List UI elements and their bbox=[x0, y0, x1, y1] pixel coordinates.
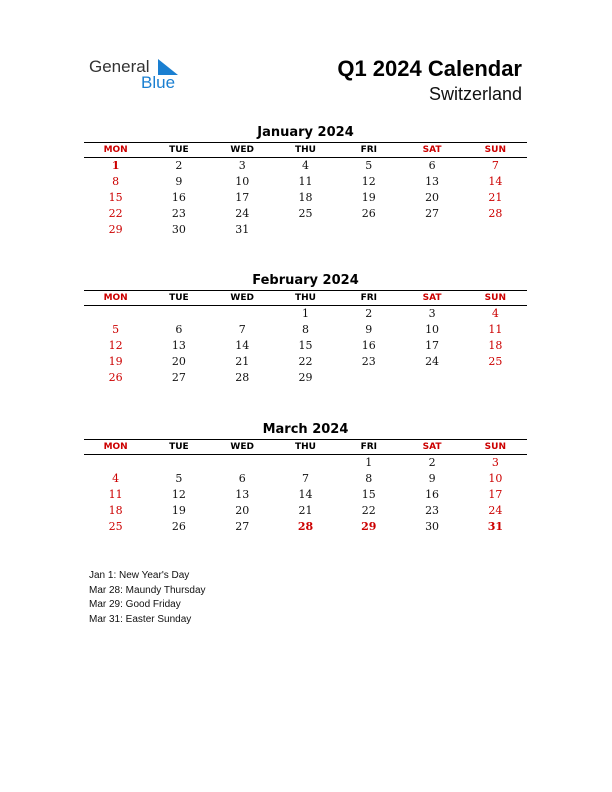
weekday-label: TUE bbox=[169, 145, 189, 155]
weekday-label: SAT bbox=[422, 442, 442, 452]
day-cell: 24 bbox=[235, 207, 250, 220]
day-cell: 5 bbox=[112, 323, 120, 336]
day-cell: 2 bbox=[365, 307, 373, 320]
day-cell: 1 bbox=[301, 307, 309, 320]
weekday-header bbox=[84, 439, 527, 455]
day-cell: 23 bbox=[361, 355, 376, 368]
month-title: March 2024 bbox=[262, 422, 349, 437]
day-cell: 13 bbox=[171, 339, 186, 352]
weekday-label: MON bbox=[103, 293, 128, 303]
day-cell: 14 bbox=[488, 175, 503, 188]
day-cell: 20 bbox=[171, 355, 186, 368]
day-cell: 11 bbox=[488, 323, 503, 336]
empty-day-cell bbox=[84, 455, 147, 471]
day-cell: 13 bbox=[425, 175, 440, 188]
weekday-label: FRI bbox=[360, 442, 377, 452]
weekday-label: THU bbox=[295, 145, 316, 155]
empty-day-cell bbox=[147, 306, 210, 322]
day-cell: 31 bbox=[487, 520, 503, 533]
day-cell: 8 bbox=[365, 472, 373, 485]
day-cell: 29 bbox=[108, 223, 123, 236]
day-cell: 7 bbox=[301, 472, 309, 485]
day-cell: 26 bbox=[171, 520, 186, 533]
day-cell: 25 bbox=[108, 520, 123, 533]
day-cell: 24 bbox=[425, 355, 440, 368]
day-cell: 30 bbox=[171, 223, 186, 236]
month-calendar bbox=[84, 124, 527, 238]
day-cell: 27 bbox=[425, 207, 440, 220]
day-cell: 21 bbox=[298, 504, 313, 517]
day-cell: 16 bbox=[361, 339, 376, 352]
day-cell: 5 bbox=[365, 159, 373, 172]
day-grid bbox=[84, 455, 527, 535]
day-cell: 4 bbox=[301, 159, 309, 172]
day-cell: 19 bbox=[171, 504, 186, 517]
day-cell: 8 bbox=[112, 175, 120, 188]
day-cell: 3 bbox=[491, 456, 499, 469]
empty-day-cell bbox=[211, 455, 274, 471]
day-cell: 12 bbox=[171, 488, 186, 501]
logo-blue-text: Blue bbox=[141, 73, 176, 92]
day-cell: 4 bbox=[112, 472, 120, 485]
weekday-label: MON bbox=[103, 145, 128, 155]
day-cell: 9 bbox=[175, 175, 183, 188]
day-cell: 28 bbox=[488, 207, 503, 220]
weekday-label: FRI bbox=[360, 293, 377, 303]
weekday-label: WED bbox=[230, 293, 254, 303]
day-cell: 13 bbox=[235, 488, 250, 501]
day-cell: 25 bbox=[298, 207, 313, 220]
holiday-note: Mar 28: Maundy Thursday bbox=[89, 584, 206, 596]
day-cell: 22 bbox=[361, 504, 376, 517]
day-cell: 17 bbox=[488, 488, 503, 501]
day-cell: 16 bbox=[425, 488, 440, 501]
day-cell: 18 bbox=[108, 504, 123, 517]
month-calendar bbox=[84, 421, 527, 535]
day-cell: 10 bbox=[488, 472, 503, 485]
weekday-header bbox=[84, 142, 527, 158]
day-cell: 11 bbox=[298, 175, 313, 188]
day-grid bbox=[84, 158, 527, 238]
month-title: January 2024 bbox=[257, 125, 354, 140]
weekday-label: WED bbox=[230, 145, 254, 155]
empty-day-cell bbox=[147, 455, 210, 471]
day-cell: 6 bbox=[428, 159, 436, 172]
day-cell: 31 bbox=[235, 223, 250, 236]
day-cell: 19 bbox=[108, 355, 123, 368]
weekday-label: THU bbox=[295, 293, 316, 303]
day-cell: 9 bbox=[365, 323, 373, 336]
day-cell: 3 bbox=[428, 307, 436, 320]
day-cell: 14 bbox=[235, 339, 250, 352]
day-cell: 5 bbox=[175, 472, 183, 485]
day-cell: 2 bbox=[428, 456, 436, 469]
day-cell: 16 bbox=[171, 191, 186, 204]
day-cell: 20 bbox=[425, 191, 440, 204]
holiday-notes bbox=[89, 569, 206, 627]
day-cell: 18 bbox=[488, 339, 503, 352]
page-subtitle: Switzerland bbox=[428, 84, 522, 104]
weekday-label: FRI bbox=[360, 145, 377, 155]
day-cell: 6 bbox=[175, 323, 183, 336]
weekday-label: SAT bbox=[422, 145, 442, 155]
holiday-note: Mar 29: Good Friday bbox=[89, 599, 181, 610]
day-cell: 15 bbox=[361, 488, 376, 501]
day-cell: 21 bbox=[235, 355, 250, 368]
weekday-label: WED bbox=[230, 442, 254, 452]
day-cell: 18 bbox=[298, 191, 313, 204]
day-cell: 6 bbox=[238, 472, 246, 485]
weekday-label: SUN bbox=[484, 145, 506, 155]
day-cell: 9 bbox=[428, 472, 436, 485]
day-cell: 28 bbox=[297, 520, 314, 533]
day-cell: 23 bbox=[425, 504, 440, 517]
day-cell: 17 bbox=[425, 339, 440, 352]
holiday-note: Mar 31: Easter Sunday bbox=[89, 613, 192, 625]
holiday-note: Jan 1: New Year's Day bbox=[89, 570, 190, 581]
empty-day-cell bbox=[211, 306, 274, 322]
day-grid bbox=[84, 306, 527, 386]
day-cell: 30 bbox=[425, 520, 440, 533]
weekday-header bbox=[84, 290, 527, 306]
day-cell: 17 bbox=[235, 191, 250, 204]
logo-general-text: General bbox=[89, 57, 150, 76]
page-title: Q1 2024 Calendar bbox=[337, 56, 522, 81]
weekday-label: TUE bbox=[169, 293, 189, 303]
month-title: February 2024 bbox=[252, 273, 359, 288]
day-cell: 23 bbox=[171, 207, 186, 220]
day-cell: 26 bbox=[108, 371, 123, 384]
day-cell: 22 bbox=[108, 207, 123, 220]
weekday-label: SUN bbox=[484, 442, 506, 452]
day-cell: 2 bbox=[175, 159, 183, 172]
weekday-label: SUN bbox=[484, 293, 506, 303]
day-cell: 27 bbox=[235, 520, 250, 533]
weekday-label: THU bbox=[295, 442, 316, 452]
day-cell: 29 bbox=[361, 520, 377, 533]
day-cell: 4 bbox=[491, 307, 499, 320]
day-cell: 7 bbox=[491, 159, 499, 172]
day-cell: 27 bbox=[171, 371, 186, 384]
day-cell: 8 bbox=[301, 323, 309, 336]
day-cell: 21 bbox=[488, 191, 503, 204]
empty-day-cell bbox=[84, 306, 147, 322]
day-cell: 24 bbox=[488, 504, 503, 517]
day-cell: 29 bbox=[298, 371, 313, 384]
day-cell: 15 bbox=[298, 339, 313, 352]
day-cell: 12 bbox=[108, 339, 123, 352]
day-cell: 11 bbox=[108, 488, 123, 501]
day-cell: 10 bbox=[425, 323, 440, 336]
day-cell: 20 bbox=[235, 504, 250, 517]
month-calendar bbox=[84, 272, 527, 386]
weekday-label: SAT bbox=[422, 293, 442, 303]
day-cell: 1 bbox=[365, 456, 373, 469]
weekday-label: TUE bbox=[169, 442, 189, 452]
empty-day-cell bbox=[274, 455, 337, 471]
day-cell: 3 bbox=[238, 159, 246, 172]
day-cell: 14 bbox=[298, 488, 313, 501]
day-cell: 19 bbox=[361, 191, 376, 204]
day-cell: 25 bbox=[488, 355, 503, 368]
day-cell: 26 bbox=[361, 207, 376, 220]
day-cell: 28 bbox=[235, 371, 250, 384]
day-cell: 12 bbox=[361, 175, 376, 188]
generalblue-logo bbox=[89, 57, 189, 93]
day-cell: 22 bbox=[298, 355, 313, 368]
day-cell: 15 bbox=[108, 191, 123, 204]
day-cell: 1 bbox=[111, 159, 120, 172]
day-cell: 10 bbox=[235, 175, 250, 188]
day-cell: 7 bbox=[238, 323, 246, 336]
weekday-label: MON bbox=[103, 442, 128, 452]
